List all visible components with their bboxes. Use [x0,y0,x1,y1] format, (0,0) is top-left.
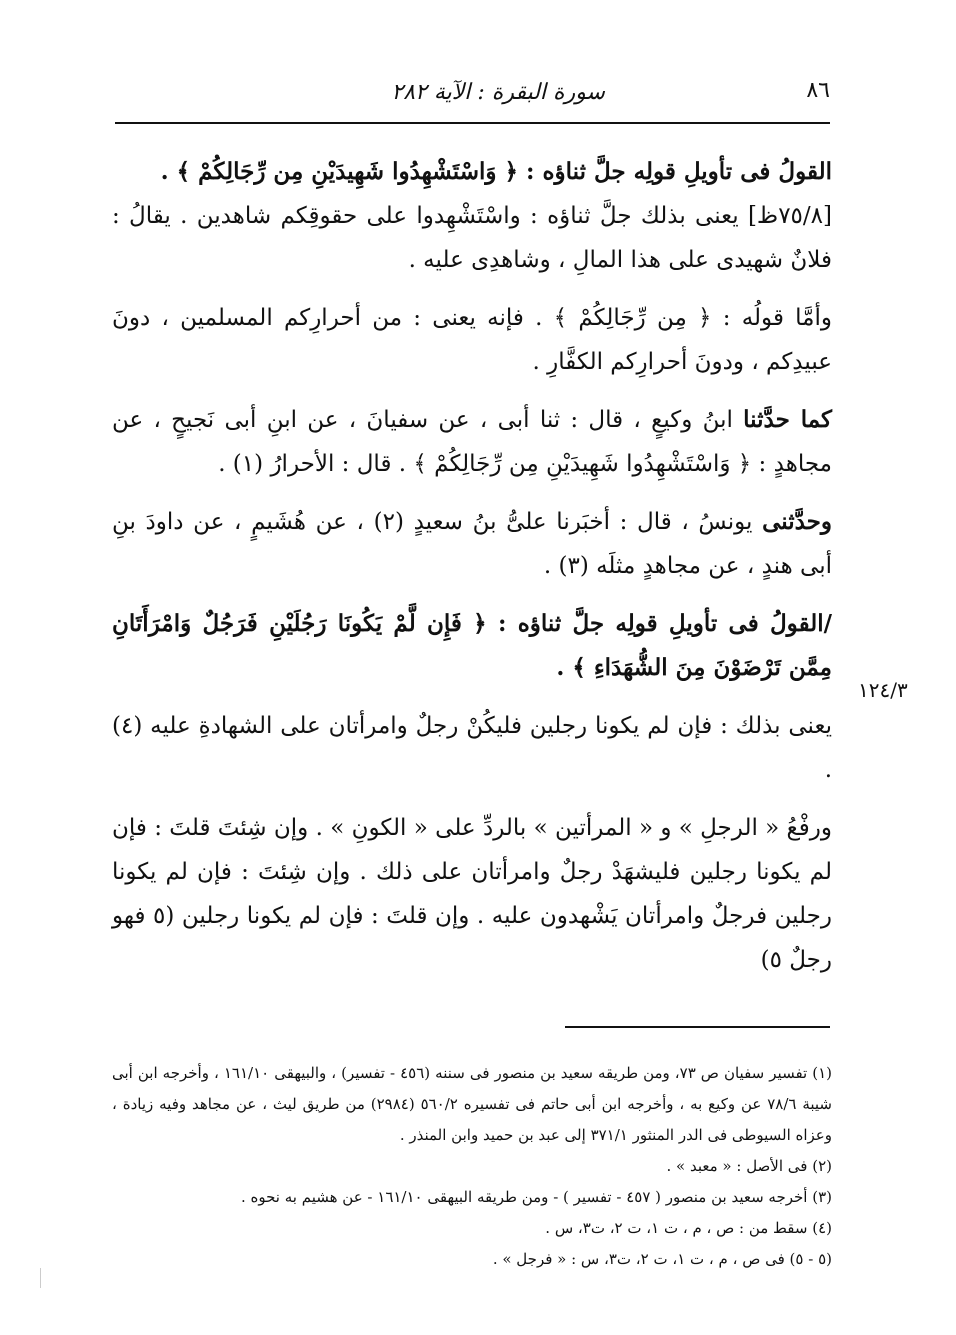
paragraph [112,296,832,384]
paragraph [112,194,832,282]
paragraph-text: ابنُ وكيعٍ ، قال : ثنا أبى ، عن سفيانَ ، عن ابنِ أبى نَجيحٍ ، عن مجاهدٍ : ﴿ وَاسْتَشْهِدُوا شَهِيدَيْنِ مِن رِّجَالِكُمْ ﴾ . قال : الأحرارُ (١) . [112,407,832,477]
main-text [112,150,832,982]
paragraph-heading: وحدَّثنى [762,508,832,535]
page-number: ٨٦ [806,78,830,103]
page-header [115,76,830,112]
scan-mark [40,1268,41,1288]
paragraph-text: يعنى بذلك : فإن لم يكونا رجلين فليكُنْ رجلٌ وامرأتان على الشهادةِ عليه (٤) . [112,713,832,783]
paragraph [112,500,832,588]
header-rule [115,122,830,124]
paragraph-text: ﴿ فَإِن لَّمْ يَكُونَا رَجُلَيْنِ فَرَجُلٌ وَامْرَأَتَانِ مِمَّن تَرْضَوْنَ مِنَ الشُّهَدَاءِ ﴾ . [112,610,832,681]
paragraph-text: ورفْعُ « الرجلِ » و « المرأتين » بالردِّ على « الكونِ » . وإن شِئتَ قلتَ : فإن لم يكونا رجلين فليشهَدْ رجلٌ وامرأتان على ذلك . وإن شِئتَ : فإن لم يكونا رجلين فرجلٌ وامرأتان يَشْهدون عليه . وإن قلتَ : فإن لم يكونا رجلين (٥ فهو رجلٌ ٥) [112,815,832,973]
paragraph-heading: /القولُ فى تأويلِ قولِه جلَّ ثناؤه : [497,610,833,637]
footnote: (١) تفسير سفيان ص ٧٣، ومن طريقه سعيد بن منصور فى سننه (٤٥٦ - تفسير) ، والبيهقى ١٦١/١٠ ، وأخرجه ابن أبى شيبة ٧٨/٦ عن وكيع به ، وأخرجه ابن أبى حاتم فى تفسيره ٥٦٠/٢ (٢٩٨٤) من طريق ليث ، عن مجاهد وفيه زيادة ، وعزاه السيوطى فى الدر المنثور ٣٧١/١ إلى عبد بن حميد وابن المنذر . [112,1064,833,1144]
paragraph-heading: القولُ فى تأويلِ قولِه جلَّ ثناؤه : [525,158,832,185]
footnote-separator [565,1026,830,1028]
paragraph-text: وأمَّا قولُه : ﴿ مِن رِّجَالِكُمْ ﴾ . فإنه يعنى : من أحرارِكم المسلمين ، دونَ عبيدِكم ، ودونَ أحرارِكم الكفَّارِ . [112,305,832,375]
paragraph [112,398,832,486]
footnote: (٢) فى الأصل : « معبد » . [666,1157,832,1175]
paragraph [112,704,832,792]
margin-reference: ١٢٤/٣ [858,678,908,702]
footnote: (٣) أخرجه سعيد بن منصور ( ٤٥٧ - تفسير ) - ومن طريقه البيهقى ١٦١/١٠ - عن هشيم به نحوه . [240,1188,832,1206]
footnote: (٥ - ٥) فى ص ، م ، ت ١، ت ٢، ت٣، س : « فرجل » . [492,1250,832,1268]
footnote: (٤) سقط من : ص ، م ، ت ١، ت ٢، ت٣، س . [545,1219,832,1237]
paragraph-heading: كما حدَّثنا [743,406,833,433]
footnotes [112,1058,832,1275]
paragraph-text: [٧٥/٨ظ] يعنى بذلك جلَّ ثناؤه : واسْتَشْهِدوا على حقوقِكم شاهدين . يقالُ : فلانٌ شهيدى على هذا المالِ ، وشاهدِى عليه . [112,203,832,273]
surah-title: سورة البقرة : الآية ٢٨٢ [391,80,605,105]
paragraph [112,150,832,194]
paragraph-text: ﴿ وَاسْتَشْهِدُوا شَهِيدَيْنِ مِن رِّجَالِكُمْ ﴾ . [160,158,526,185]
paragraph-text: يونسُ ، قال : أخبَرنا علىُّ بنُ سعيدٍ (٢) ، عن هُشَيمٍ ، عن داودَ بنِ أبى هندٍ ، عن مجاهدٍ مثلَه (٣) . [112,509,832,579]
paragraph [112,602,832,690]
paragraph [112,806,832,982]
